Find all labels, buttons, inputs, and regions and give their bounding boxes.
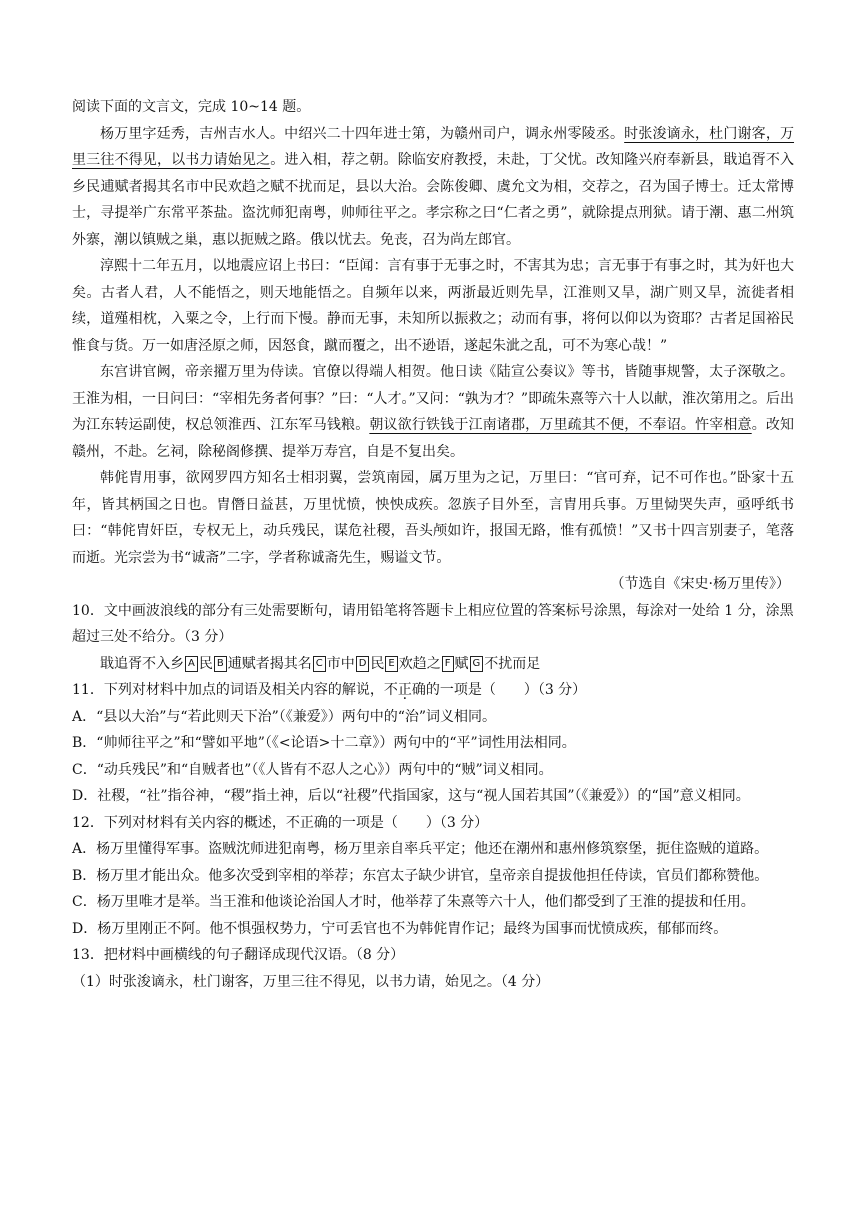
q10-seg-2: 逋赋者揭其名 xyxy=(227,655,312,672)
question-11-stem xyxy=(72,677,794,704)
passage-paragraph-2: 淳熙十二年五月，以地震应诏上书曰：“臣闻：言有事于无事之时，不害其为忠；言无事于有事之时，其为奸也大矣。古者人君，人不能悟之，则天地能悟之。自频年以来，两浙最近则先旱，江淮则又旱，湖广则又旱，流徙者相续，道殣相枕，入粟之令，上行而下慢。静而无事，未知所以振救之；动而有事，将何以仰以为资耶？古者足国裕民惟食与货。万一如唐泾原之师，因怒食，蹴而覆之，出不逊语，遂起朱泚之乱，可不为寒心哉！” xyxy=(72,258,794,354)
question-10-stem: 10．文中画波浪线的部分有三处需要断句，请用铅笔将答题卡上相应位置的答案标号涂黑，每涂对一处给 1 分，涂黑超过三处不给分。（3 分） xyxy=(72,602,794,645)
q11-stem-b: 的一项是（ ）（3 分） xyxy=(425,682,587,698)
underlined-sentence-1: 时张浚谪永，杜门谢客，万里三往不得见，以书力请始见之 xyxy=(72,125,795,168)
answer-mark-f[interactable]: F xyxy=(442,656,454,672)
passage-p3-text-a: 东宫讲官阙，帝亲擢万里为侍读。官僚以得端人相贺。他日读《陆宣公奏议》等书，皆随事规警，太子深敬之。王淮为相，一日问曰：“宰相先务者何事？”曰：“人才。”又问：“孰为才？”即疏朱熹等六十人以献，淮次第用之。后出为江东转运副使，权总领淮西、江东军马钱粮。 xyxy=(72,364,794,433)
passage-p3-text-b: 。改知赣州，不赴。乞祠，除秘阁修撰、提举万寿宫，自是不复出矣。 xyxy=(72,417,795,460)
answer-mark-c[interactable]: C xyxy=(313,656,326,672)
passage-paragraph-1 xyxy=(72,121,794,254)
passage-source: （节选自《宋史·杨万里传》） xyxy=(610,576,790,592)
passage-paragraph-4: 韩侂胄用事，欲网罗四方知名士相羽翼，尝筑南园，属万里为之记，万里曰：“官可弃，记不可作也。”卧家十五年，皆其柄国之日也。胄僭日益甚，万里忧愤，怏怏成疾。忽族子目外至，言胄用兵事。万里恸哭失声，亟呼纸书曰：“韩侂胄奸臣，专权无上，动兵残民，谋危社稷，吾头颅如许，报国无路，惟有孤愤！”又书十四言别妻子，笔落而逝。光宗尝为书“诚斋”二字，学者称诚斋先生，赐谥文节。 xyxy=(72,470,794,566)
question-13-stem: 13．把材料中画横线的句子翻译成现代汉语。（8 分） xyxy=(72,947,405,963)
reading-intro: 阅读下面的文言文，完成 10~14 题。 xyxy=(72,99,311,115)
q10-seg-4: 民 xyxy=(370,655,385,672)
question-10-segment-line xyxy=(72,651,794,678)
q10-seg-1: 民 xyxy=(198,655,213,672)
question-12-option-b: B．杨万里才能出众。他多次受到宰相的举荐；东宫太子缺少讲官，皇帝亲自提拔他担任侍读，官员们都称赞他。 xyxy=(72,867,769,884)
q10-seg-6: 赋 xyxy=(454,655,469,672)
answer-mark-d[interactable]: D xyxy=(356,656,370,672)
q10-seg-7: 不扰而足 xyxy=(484,655,541,672)
question-11-option-d: D．社稷，“社”指谷神，“稷”指土神，后以“社稷”代指国家，这与“视人国若其国”（《兼爱》）的“国”意义相同。 xyxy=(72,788,750,804)
answer-mark-b[interactable]: B xyxy=(214,656,227,672)
question-11-option-c: C．“动兵残民”和“自贼者也”（《人皆有不忍人之心》）两句中的“贼”词义相同。 xyxy=(72,761,553,778)
answer-mark-e[interactable]: E xyxy=(385,656,397,672)
answer-mark-g[interactable]: G xyxy=(470,656,484,672)
question-12-option-c: C．杨万里唯才是举。当王淮和他谈论治国人才时，他举荐了朱熹等六十人，他们都受到了王淮的提拔和任用。 xyxy=(72,894,755,910)
q11-emphasized-word: 不正确 xyxy=(383,682,426,698)
passage-paragraph-3 xyxy=(72,359,794,465)
q11-stem-a: 11．下列对材料中加点的词语及相关内容的解说， xyxy=(72,682,384,698)
q10-seg-5: 欢趋之 xyxy=(398,655,441,672)
question-12-stem: 12．下列对材料有关内容的概述，不正确的一项是（ ）（3 分） xyxy=(72,814,489,831)
question-11-option-a: A．“县以大治”与“若此则天下治”（《兼爱》）两句中的“治”词义相同。 xyxy=(72,708,497,725)
q10-seg-0: 戢追胥不入乡 xyxy=(100,655,184,672)
exam-page xyxy=(72,94,794,995)
question-12-option-a: A．杨万里懂得军事。盗贼沈师进犯南粤，杨万里亲自率兵平定；他还在潮州和惠州修筑察堡，扼住盗贼的道路。 xyxy=(72,841,769,857)
passage-p1-text-b: 。进入相，荐之朝。除临安府教授，未赴，丁父忧。改知隆兴府奉新县，戢追胥不入乡民逋赋者揭其名市中民欢趋之赋不扰而足，县以大治。会陈俊卿、虞允文为相，交荐之，召为国子博士。迁太常博士，寻提举广东常平茶盐。盗沈师犯南粤，帅师往平之。孝宗称之曰“仁者之勇”，就除提点刑狱。请于潮、惠二州筑外寨，潮以镇贼之巢，惠以扼贼之路。俄以忧去。免丧，召为尚左郎官。 xyxy=(72,152,795,248)
question-12-option-d: D．杨万里刚正不阿。他不惧强权势力，宁可丢官也不为韩侂胄作记；最终为国事而忧愤成疾，郁郁而终。 xyxy=(72,920,728,937)
underlined-sentence-2: 朝议欲行铁钱于江南诸郡，万里疏其不便，不奉诏。忤宰相意 xyxy=(369,417,752,433)
answer-mark-a[interactable]: A xyxy=(185,656,198,672)
question-13-sub-1: （1）时张浚谪永，杜门谢客，万里三往不得见，以书力请，始见之。（4 分） xyxy=(72,973,550,990)
q10-seg-3: 市中 xyxy=(326,655,355,672)
passage-p1-text-a: 杨万里字廷秀，吉州吉水人。中绍兴二十四年进士第，为赣州司户，调永州零陵丞。 xyxy=(100,125,625,142)
question-11-option-b: B．“帅师往平之”和“譬如平地”（《<论语>十二章》）两句中的“平”词性用法相同。 xyxy=(72,735,576,751)
